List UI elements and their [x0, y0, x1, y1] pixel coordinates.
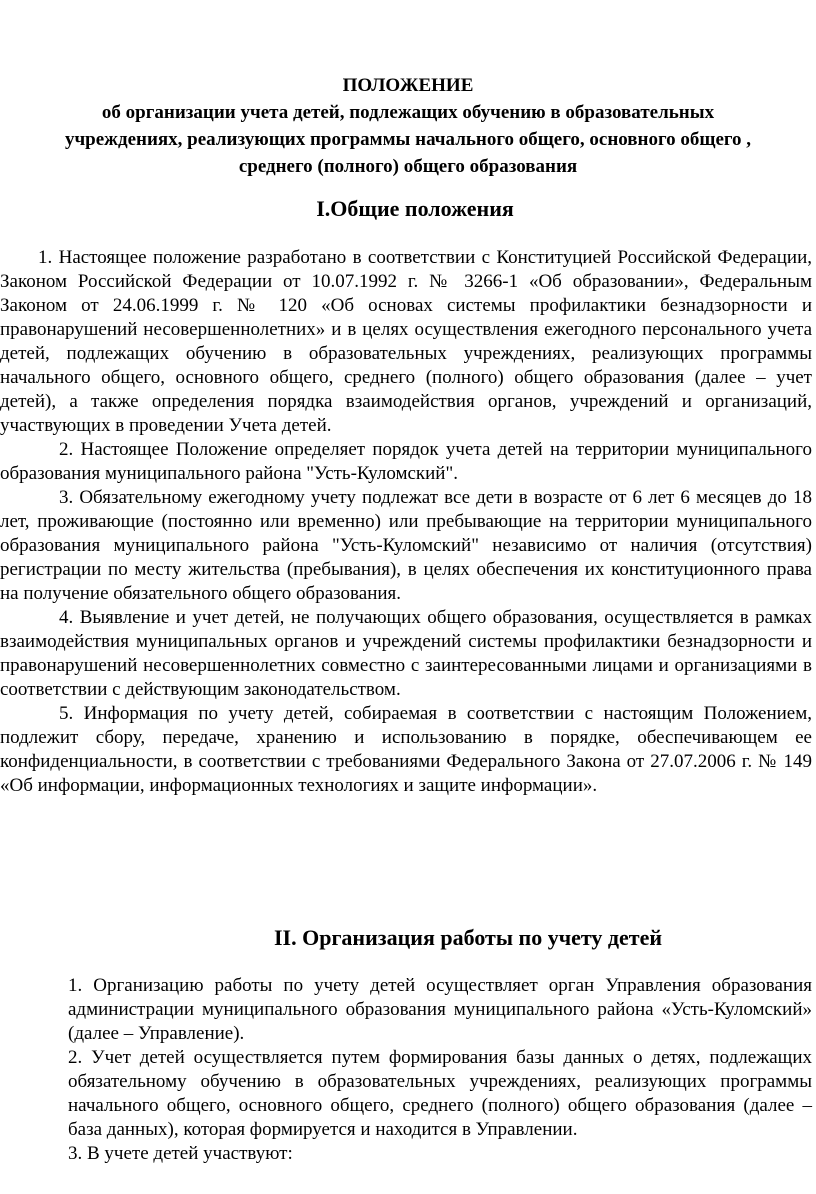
section-1-heading: I.Общие положения — [316, 196, 514, 221]
section-1-item-1: 1. Настоящее положение разработано в соответствии с Конституцией Российской Федерации, Законом Российской Федерации от 10.07.1992 г. № 3266-1 «Об образовании», Федеральным Законом от 24.06.1999 г. № 120 «Об основах системы профилактики безнадзорности и правонарушений несовершеннолетних» и в целях осуществления ежегодного персонального учета детей, подлежащих обучению в образовательных учреждениях, реализующих программы начального общего, основного общего, среднего (полного) общего образования (далее – учет детей), а также определения порядка взаимодействия органов, учреждений и организаций, участвующих в проведении Учета детей. — [0, 247, 812, 436]
section-2-item-2: 2. Учет детей осуществляется путем формирования базы данных о детях, подлежащих обязательному обучению в образовательных учреждениях, реализующих программы начального общего, основного общего, среднего (полного) общего образования (далее – база данных), которая формируется и находится в Управлении. — [68, 1047, 812, 1140]
section-2-body — [68, 974, 812, 1166]
section-1-item-5: 5. Информация по учету детей, собираемая в соответствии с настоящим Положением, подлежит сбору, передаче, хранению и использованию в порядке, обеспечивающем ее конфиденциальности, в соответствии с требованиями Федерального Закона от 27.07.2006 г. № 149 «Об информации, информационных технологиях и защите информации». — [0, 703, 812, 796]
title-line-4: среднего (полного) общего образования — [238, 156, 578, 177]
section-1-item-3: 3. Обязательному ежегодному учету подлежат все дети в возрасте от 6 лет 6 месяцев до 18 лет, проживающие (постоянно или временно) или пребывающие на территории муниципального образования муниципального района "Усть-Куломский" независимо от наличия (отсутствия) регистрации по месту жительства (пребывания), в целях обеспечения их конституционного права на получение обязательного общего образования. — [0, 487, 812, 604]
section-1-item-2: 2. Настоящее Положение определяет порядок учета детей на территории муниципального образования муниципального района "Усть-Куломский". — [0, 439, 812, 484]
title-line-2: об организации учета детей, подлежащих обучению в образовательных — [101, 102, 715, 123]
document-title — [0, 72, 816, 180]
title-line-3: учреждениях, реализующих программы начального общего, основного общего , — [64, 129, 752, 150]
section-2-item-3: 3. В учете детей участвуют: — [68, 1143, 293, 1164]
section-2-heading: II. Организация работы по учету детей — [273, 925, 663, 950]
title-line-1: ПОЛОЖЕНИЕ — [342, 75, 474, 96]
section-2-item-1: 1. Организацию работы по учету детей осуществляет орган Управления образования администрации муниципального образования муниципального района «Усть-Куломский» (далее – Управление). — [68, 975, 812, 1044]
section-1-item-4: 4. Выявление и учет детей, не получающих общего образования, осуществляется в рамках взаимодействия муниципальных органов и учреждений системы профилактики безнадзорности и правонарушений несовершеннолетних совместно с заинтересованными лицами и организациями в соответствии с действующим законодательством. — [0, 607, 812, 700]
section-1-body — [0, 246, 812, 798]
